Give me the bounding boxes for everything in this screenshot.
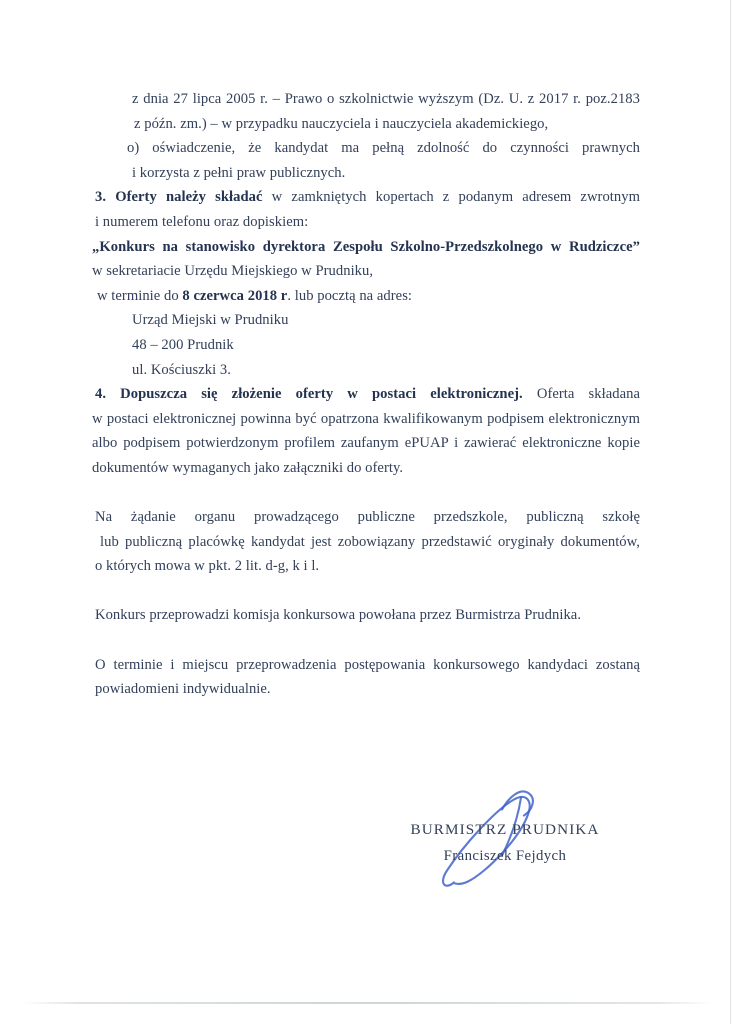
text-segment: O terminie i miejscu przeprowadzenia postępowania konkursowego kandydaci zostaną [95,656,640,673]
text-segment: i numerem telefonu oraz dopiskiem: [95,213,309,230]
text-line [92,161,640,186]
text-line [92,259,640,284]
text-line [92,653,640,678]
text-line [92,87,640,112]
text-segment: dokumentów wymaganych jako załączniki do oferty. [92,459,404,476]
text-line [92,112,640,137]
text-line [92,210,640,235]
text-segment: w zamkniętych kopertach z podanym adresem zwrotnym [262,189,640,206]
text-segment: i korzysta z pełni praw publicznych. [132,164,346,181]
text-line [92,333,640,358]
document-body [92,87,640,702]
text-segment: z dnia 27 lipca 2005 r. – Prawo o szkolnictwie wyższym (Dz. U. z 2017 r. poz.2183 [132,91,640,107]
text-segment: albo podpisem potwierdzonym profilem zaufanym ePUAP i zawierać elektroniczne kopie [92,435,640,452]
text-segment: powiadomieni indywidualnie. [95,681,271,698]
text-line [92,431,640,456]
signature-name: Franciszek Fejdych [443,848,567,864]
text-segment: . lub pocztą na adres: [287,287,413,304]
signature-block [395,820,615,866]
signature-title: BURMISTRZ PRUDNIKA [410,821,600,838]
text-line [92,456,640,481]
text-segment-bold: 4. Dopuszcza się złożenie oferty w postaci elektronicznej. [95,386,523,403]
text-line [92,677,640,702]
text-segment: 48 – 200 Prudnik [132,336,234,353]
text-segment: w sekretariacie Urzędu Miejskiego w Prudniku, [92,263,374,280]
text-segment-bold: „Konkurs na stanowisko dyrektora Zespołu Szkolno-Przedszkolnego w Rudziczce” [92,238,640,255]
text-segment: z późn. zm.) – w przypadku nauczyciela i nauczyciela akademickiego, [134,115,549,132]
text-line [92,382,640,407]
text-line [92,407,640,432]
text-segment: o) oświadczenie, że kandydat ma pełną zdolność do czynności prawnych [127,140,640,157]
text-line [92,308,640,333]
text-line [92,284,640,309]
text-line [92,185,640,210]
text-segment: lub publiczną placówkę kandydat jest zobowiązany przedstawić oryginały dokumentów, [100,533,640,550]
text-line [92,505,640,530]
text-segment: o których mowa w pkt. 2 lit. d-g, k i l. [95,558,320,575]
text-line [92,554,640,579]
scan-artifact-bottom-line [22,1002,714,1004]
text-line [92,530,640,555]
scan-artifact-edge-line [730,0,731,1024]
text-segment-bold: 8 czerwca 2018 r [182,287,288,304]
text-segment: ul. Kościuszki 3. [132,361,231,378]
text-segment: w postaci elektronicznej powinna być opatrzona kwalifikowanym podpisem elektronicznym [92,410,640,427]
text-segment: Urząd Miejski w Prudniku [132,312,289,329]
text-segment: Oferta składana [522,386,640,403]
text-line [92,136,640,161]
text-line [92,603,640,628]
text-line [92,358,640,383]
text-segment: Konkurs przeprowadzi komisja konkursowa powołana przez Burmistrza Prudnika. [95,607,582,624]
text-segment-bold: 3. Oferty należy składać [95,189,263,206]
text-segment: Na żądanie organu prowadzącego publiczne przedszkole, publiczną szkołę [95,509,640,526]
text-segment: w terminie do [97,287,183,304]
text-line [92,235,640,260]
